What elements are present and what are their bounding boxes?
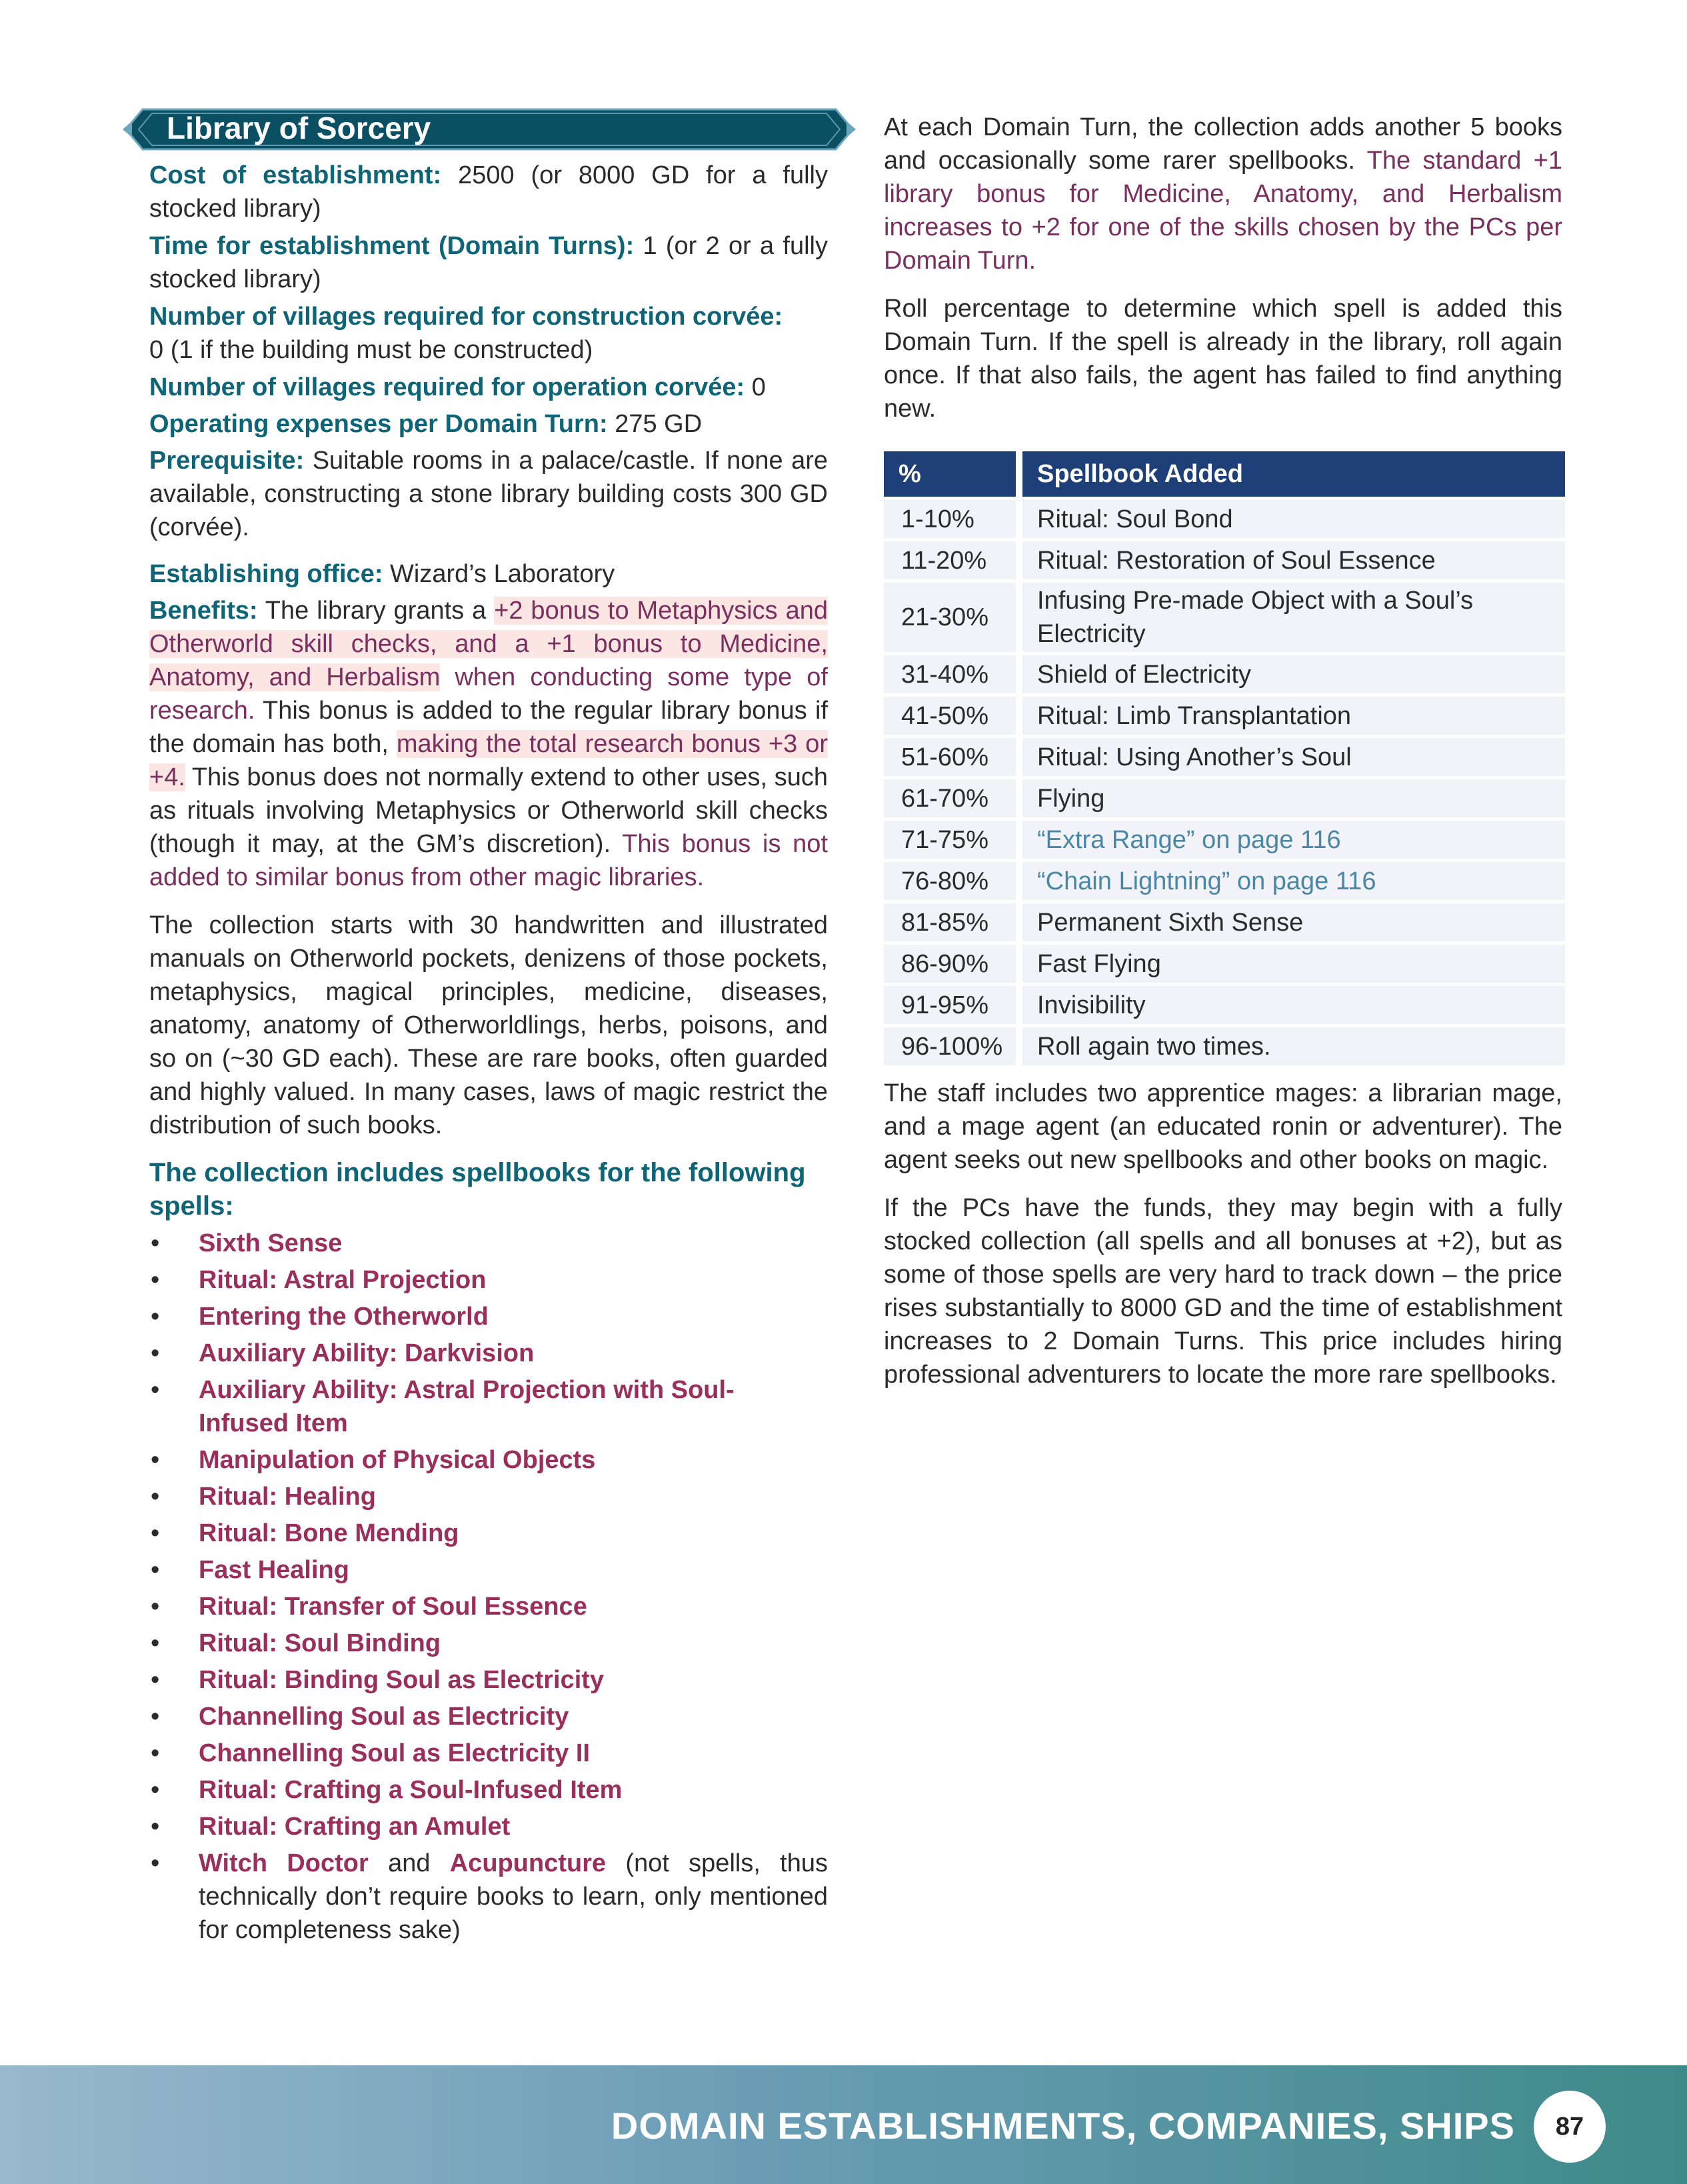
benefits-text-1: The library grants a: [257, 597, 495, 625]
table-row: [884, 779, 1565, 817]
list-item: [149, 1300, 828, 1333]
bullet-icon: •: [151, 1303, 160, 1331]
villages-construction-value: 0 (1 if the building must be constructed): [149, 336, 593, 364]
list-item: [149, 1373, 828, 1440]
prerequisite-value: Suitable rooms in a palace/castle. If none are available, constructing a stone library building costs 300 GD (corvée).: [149, 447, 828, 541]
villages-construction-label: Number of villages required for construction corvée:: [149, 303, 783, 331]
bullet-icon: •: [151, 1483, 160, 1511]
table-row: [884, 541, 1565, 579]
prerequisite-field: [149, 444, 828, 544]
time-value: 1 (or 2 or a fully stocked library): [149, 232, 828, 293]
domain-turn-text: At each Domain Turn, the collection adds another 5 books and occasionally some rarer spellbooks.: [884, 113, 1562, 175]
bullet-icon: •: [151, 1629, 160, 1657]
spell-cell: Ritual: Soul Bond: [1022, 500, 1565, 538]
table-row: [884, 862, 1565, 900]
bullet-icon: •: [151, 1446, 160, 1474]
spell-name: Ritual: Binding Soul as Electricity: [199, 1666, 605, 1694]
spell-list: [149, 1227, 828, 1950]
and-text: and: [368, 1849, 450, 1877]
expenses-value: 275 GD: [607, 410, 703, 438]
bullet-icon: •: [151, 1339, 160, 1367]
spell-name: Channelling Soul as Electricity II: [199, 1739, 591, 1767]
benefits-purple-1: when conducting some type of research.: [149, 663, 829, 725]
bullet-icon: •: [151, 1666, 160, 1694]
spells-heading: The collection includes spellbooks for the following spells:: [149, 1158, 806, 1221]
spell-cell: Ritual: Limb Transplantation: [1022, 697, 1565, 735]
spell-cell: Permanent Sixth Sense: [1022, 903, 1565, 941]
spell-cell-link[interactable]: “Chain Lightning” on page 116: [1022, 862, 1565, 900]
bullet-icon: •: [151, 1703, 160, 1731]
spell-name: Ritual: Crafting an Amulet: [199, 1813, 511, 1841]
range-cell: 1-10%: [884, 500, 1022, 538]
range-cell: 61-70%: [884, 779, 1022, 817]
bullet-icon: •: [151, 1556, 160, 1584]
spell-cell: Shield of Electricity: [1022, 655, 1565, 693]
staff-paragraph: The staff includes two apprentice mages: a librarian mage, and a mage agent (an educated ronin or adventurer). The agent seeks out new spellbooks and other books on magic.: [884, 1079, 1562, 1174]
list-item: [149, 1847, 828, 1947]
table-row: [884, 655, 1565, 693]
table-row: [884, 738, 1565, 776]
bullet-icon: •: [151, 1849, 160, 1877]
table-header-row: [884, 451, 1565, 497]
cost-field: [149, 159, 828, 225]
cost-label: Cost of establishment:: [149, 161, 442, 189]
benefits-text-3: This bonus does not normally extend to other uses, such as rituals involving Metaphysics or Otherworld skill checks (though it may, at the GM’s discretion).: [149, 763, 828, 858]
chapter-title: DOMAIN ESTABLISHMENTS, COMPANIES, SHIPS: [611, 2105, 1515, 2147]
spell-name: Ritual: Soul Binding: [199, 1629, 441, 1657]
villages-operation-field: [149, 371, 828, 404]
list-item: [149, 1263, 828, 1297]
range-cell: 31-40%: [884, 655, 1022, 693]
funds-paragraph: If the PCs have the funds, they may begin with a fully stocked collection (all spells and all bonuses at +2), but as some of those spells are very hard to track down – the price rises substantially to 8000 GD and the time of establishment increases to 2 Domain Turns. This price includes hiring professional adventurers to locate the more rare spellbooks.: [884, 1194, 1562, 1389]
benefits-purple-2: This bonus is not added to similar bonus from other magic libraries.: [149, 830, 829, 891]
list-item: [149, 1773, 828, 1807]
villages-construction-field: [149, 300, 828, 367]
bullet-icon: •: [151, 1266, 160, 1294]
list-item: [149, 1810, 828, 1843]
table-row: [884, 697, 1565, 735]
spell-name: Ritual: Astral Projection: [199, 1266, 487, 1294]
office-value: Wizard’s Laboratory: [383, 560, 615, 588]
table-row: [884, 821, 1565, 859]
expenses-field: [149, 407, 828, 441]
spell-name: Acupuncture: [449, 1849, 607, 1877]
list-item: [149, 1553, 828, 1587]
range-cell: 41-50%: [884, 697, 1022, 735]
range-cell: 96-100%: [884, 1027, 1022, 1065]
bullet-icon: •: [151, 1593, 160, 1621]
spell-name: Ritual: Healing: [199, 1483, 377, 1511]
office-field: [149, 557, 828, 591]
list-item: [149, 1627, 828, 1660]
table-row: [884, 583, 1565, 652]
spell-cell-link[interactable]: “Extra Range” on page 116: [1022, 821, 1565, 859]
page-number: 87: [1534, 2091, 1606, 2163]
list-item: [149, 1517, 828, 1550]
list-item: [149, 1337, 828, 1370]
spell-name: Auxiliary Ability: Darkvision: [199, 1339, 535, 1367]
section-title: Library of Sorcery: [167, 111, 431, 145]
table-row: [884, 500, 1565, 538]
spell-name: Sixth Sense: [199, 1229, 343, 1257]
spell-name: Witch Doctor: [199, 1849, 369, 1877]
time-field: [149, 229, 828, 296]
bullet-icon: •: [151, 1739, 160, 1767]
table-row: [884, 945, 1565, 983]
spell-name: Manipulation of Physical Objects: [199, 1446, 596, 1474]
bullet-icon: •: [151, 1519, 160, 1547]
range-cell: 81-85%: [884, 903, 1022, 941]
benefits-highlight-1: +2 bonus to Metaphysics and Otherworld skill checks, and a +1 bonus to Medicine, Anatomy, and Herbalism: [149, 597, 829, 691]
expenses-label: Operating expenses per Domain Turn:: [149, 410, 608, 438]
villages-operation-label: Number of villages required for operation corvée:: [149, 373, 745, 401]
list-item: [149, 1480, 828, 1513]
collection-paragraph: The collection starts with 30 handwritten and illustrated manuals on Otherworld pockets, denizens of those pockets, metaphysics, magical principles, medicine, diseases, anatomy, anatomy of Otherworldlings, herbs, poisons, and so on (~30 GD each). These are rare books, often guarded and highly valued. In many cases, laws of magic restrict the distribution of such books.: [149, 911, 828, 1139]
range-cell: 71-75%: [884, 821, 1022, 859]
bullet-icon: •: [151, 1813, 160, 1841]
range-cell: 21-30%: [884, 583, 1022, 652]
spell-name: Ritual: Transfer of Soul Essence: [199, 1593, 587, 1621]
section-banner: [123, 107, 856, 152]
note-text: (not spells, thus technically don’t require books to learn, only mentioned for completeness sake): [199, 1849, 828, 1944]
list-item: [149, 1700, 828, 1733]
spell-cell: Flying: [1022, 779, 1565, 817]
bullet-icon: •: [151, 1376, 160, 1404]
spell-name: Entering the Otherworld: [199, 1303, 489, 1331]
list-item: [149, 1663, 828, 1697]
list-item: [149, 1737, 828, 1770]
benefits-paragraph: [149, 594, 828, 894]
bullet-icon: •: [151, 1229, 160, 1257]
villages-operation-value: 0: [745, 373, 766, 401]
spell-cell: Roll again two times.: [1022, 1027, 1565, 1065]
prerequisite-label: Prerequisite:: [149, 447, 305, 475]
benefits-text-2: This bonus is added to the regular library bonus if the domain has both,: [149, 697, 828, 758]
spell-name: Ritual: Crafting a Soul-Infused Item: [199, 1776, 623, 1804]
cost-value: 2500 (or 8000 GD for a fully stocked library): [149, 161, 828, 223]
table-row: [884, 986, 1565, 1024]
range-cell: 86-90%: [884, 945, 1022, 983]
column-header-percent: %: [884, 451, 1022, 497]
list-item: [149, 1443, 828, 1477]
office-label: Establishing office:: [149, 560, 383, 588]
range-cell: 51-60%: [884, 738, 1022, 776]
list-item: [149, 1227, 828, 1260]
spell-cell: Ritual: Using Another’s Soul: [1022, 738, 1565, 776]
range-cell: 11-20%: [884, 541, 1022, 579]
range-cell: 91-95%: [884, 986, 1022, 1024]
bullet-icon: •: [151, 1776, 160, 1804]
spell-name: Auxiliary Ability: Astral Projection with Soul-Infused Item: [199, 1376, 735, 1437]
page-footer: [0, 2065, 1687, 2184]
roll-paragraph: Roll percentage to determine which spell is added this Domain Turn. If the spell is already in the library, roll again once. If that also fails, the agent has failed to find anything new.: [884, 295, 1562, 423]
spell-name: Ritual: Bone Mending: [199, 1519, 459, 1547]
spell-cell: Ritual: Restoration of Soul Essence: [1022, 541, 1565, 579]
spell-cell: Invisibility: [1022, 986, 1565, 1024]
spell-cell: Infusing Pre-made Object with a Soul’s Electricity: [1022, 583, 1565, 652]
spell-cell: Fast Flying: [1022, 945, 1565, 983]
spellbook-table: [884, 448, 1565, 1069]
spell-name: Fast Healing: [199, 1556, 349, 1584]
time-label: Time for establishment (Domain Turns):: [149, 232, 635, 260]
table-row: [884, 1027, 1565, 1065]
benefits-highlight-2: making the total research bonus +3 or +4.: [149, 730, 828, 791]
list-item: [149, 1590, 828, 1623]
domain-turn-paragraph: [884, 111, 1562, 277]
column-header-spellbook: Spellbook Added: [1022, 451, 1565, 497]
table-row: [884, 903, 1565, 941]
domain-turn-bonus-text: The standard +1 library bonus for Medicine, Anatomy, and Herbalism increases to +2 for one of the skills chosen by the PCs per Domain Turn.: [884, 147, 1562, 275]
spell-name: Channelling Soul as Electricity: [199, 1703, 569, 1731]
benefits-label: Benefits:: [149, 597, 258, 625]
range-cell: 76-80%: [884, 862, 1022, 900]
